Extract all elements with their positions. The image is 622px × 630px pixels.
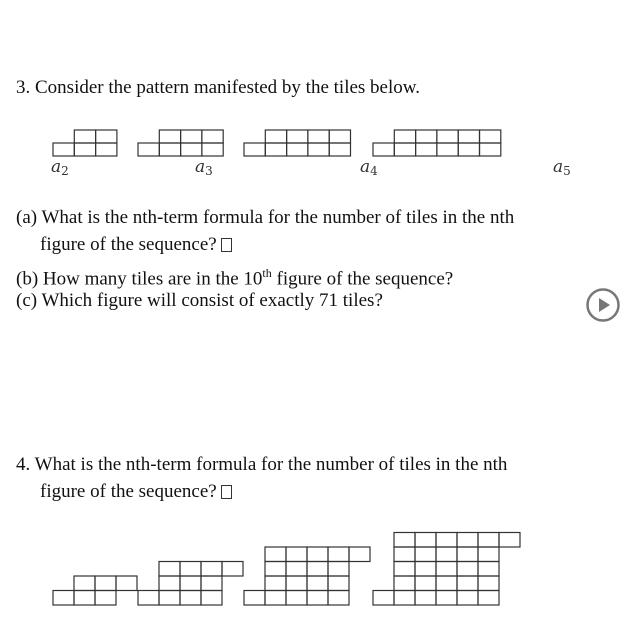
tile bbox=[244, 591, 265, 606]
q3-title: 3. Consider the pattern manifested by the tiles below. bbox=[16, 77, 421, 98]
tile bbox=[180, 576, 201, 591]
tile bbox=[307, 547, 328, 562]
tile bbox=[74, 130, 95, 143]
tile bbox=[159, 591, 180, 606]
tile bbox=[138, 143, 159, 156]
tile bbox=[265, 547, 286, 562]
tile bbox=[415, 547, 436, 562]
tile bbox=[265, 576, 286, 591]
tile bbox=[436, 576, 457, 591]
tile bbox=[201, 562, 222, 577]
tile bbox=[159, 576, 180, 591]
tile bbox=[394, 591, 415, 606]
tile bbox=[437, 143, 458, 156]
tile bbox=[96, 130, 117, 143]
q3-part-a-line1: (a) What is the nth-term formula for the number of tiles in the nth bbox=[16, 207, 515, 228]
tile bbox=[416, 143, 437, 156]
q4-line2-text: figure of the sequence? bbox=[40, 481, 217, 502]
tile bbox=[416, 130, 437, 143]
q4-line1: 4. What is the nth-term formula for the number of tiles in the nth bbox=[16, 454, 508, 475]
tile bbox=[373, 143, 394, 156]
tile bbox=[74, 576, 95, 591]
tile bbox=[436, 591, 457, 606]
tile bbox=[394, 533, 415, 548]
tile bbox=[308, 130, 329, 143]
tile bbox=[202, 143, 223, 156]
tile bbox=[201, 591, 222, 606]
tile bbox=[394, 143, 415, 156]
tile bbox=[181, 143, 202, 156]
tile bbox=[349, 547, 370, 562]
tile bbox=[394, 576, 415, 591]
tile bbox=[394, 130, 415, 143]
tile bbox=[74, 591, 95, 606]
tile bbox=[415, 562, 436, 577]
tile bbox=[222, 562, 243, 577]
tile bbox=[159, 130, 180, 143]
q3-part-a-line2-text: figure of the sequence? bbox=[40, 234, 217, 255]
tile bbox=[328, 547, 349, 562]
tile bbox=[329, 130, 350, 143]
tile bbox=[458, 130, 479, 143]
tile bbox=[415, 591, 436, 606]
q3-part-b: (b) How many tiles are in the 10th figure of the sequence? bbox=[16, 266, 454, 290]
tile bbox=[202, 130, 223, 143]
tile bbox=[480, 143, 501, 156]
q3-part-a-line2 bbox=[40, 233, 232, 257]
tile bbox=[437, 130, 458, 143]
tile bbox=[478, 576, 499, 591]
tile bbox=[458, 143, 479, 156]
tile bbox=[95, 576, 116, 591]
label-a3: $a_3$ bbox=[195, 157, 213, 178]
tile bbox=[286, 547, 307, 562]
placeholder-box-icon bbox=[221, 238, 232, 252]
tile bbox=[180, 591, 201, 606]
tile bbox=[307, 562, 328, 577]
tile bbox=[287, 130, 308, 143]
tile bbox=[436, 547, 457, 562]
tile bbox=[201, 576, 222, 591]
tile bbox=[373, 591, 394, 606]
tile bbox=[116, 576, 137, 591]
label-a5: $a_5$ bbox=[553, 157, 571, 178]
placeholder-box-icon bbox=[221, 485, 232, 499]
tile bbox=[96, 143, 117, 156]
label-a4: $a_4$ bbox=[360, 157, 378, 178]
tile bbox=[287, 143, 308, 156]
tile bbox=[436, 533, 457, 548]
tile bbox=[478, 533, 499, 548]
tile bbox=[457, 547, 478, 562]
tile bbox=[180, 562, 201, 577]
tile bbox=[307, 576, 328, 591]
tile bbox=[286, 591, 307, 606]
tile bbox=[159, 562, 180, 577]
tile bbox=[436, 562, 457, 577]
tile bbox=[478, 547, 499, 562]
q4-line2 bbox=[40, 480, 232, 504]
tile bbox=[307, 591, 328, 606]
tile bbox=[53, 591, 74, 606]
tile bbox=[457, 533, 478, 548]
tile bbox=[181, 130, 202, 143]
tile bbox=[415, 576, 436, 591]
tile bbox=[415, 533, 436, 548]
tile bbox=[394, 562, 415, 577]
tile bbox=[329, 143, 350, 156]
tile bbox=[499, 533, 520, 548]
tile bbox=[457, 562, 478, 577]
tile bbox=[244, 143, 265, 156]
tile bbox=[138, 591, 159, 606]
tile bbox=[95, 591, 116, 606]
tile bbox=[286, 576, 307, 591]
tile bbox=[265, 130, 286, 143]
tile bbox=[478, 562, 499, 577]
tile bbox=[53, 143, 74, 156]
tile bbox=[159, 143, 180, 156]
tile bbox=[394, 547, 415, 562]
tile bbox=[457, 576, 478, 591]
q3-part-c: (c) Which figure will consist of exactly 71 tiles? bbox=[16, 290, 383, 311]
tile bbox=[265, 591, 286, 606]
label-a2: $a_2$ bbox=[51, 157, 69, 178]
tile bbox=[265, 143, 286, 156]
tile bbox=[328, 576, 349, 591]
tile bbox=[74, 143, 95, 156]
tile bbox=[328, 562, 349, 577]
tile bbox=[478, 591, 499, 606]
tile bbox=[328, 591, 349, 606]
tile bbox=[308, 143, 329, 156]
tile bbox=[480, 130, 501, 143]
tile bbox=[265, 562, 286, 577]
tile bbox=[457, 591, 478, 606]
play-icon[interactable] bbox=[586, 288, 620, 322]
tile bbox=[286, 562, 307, 577]
